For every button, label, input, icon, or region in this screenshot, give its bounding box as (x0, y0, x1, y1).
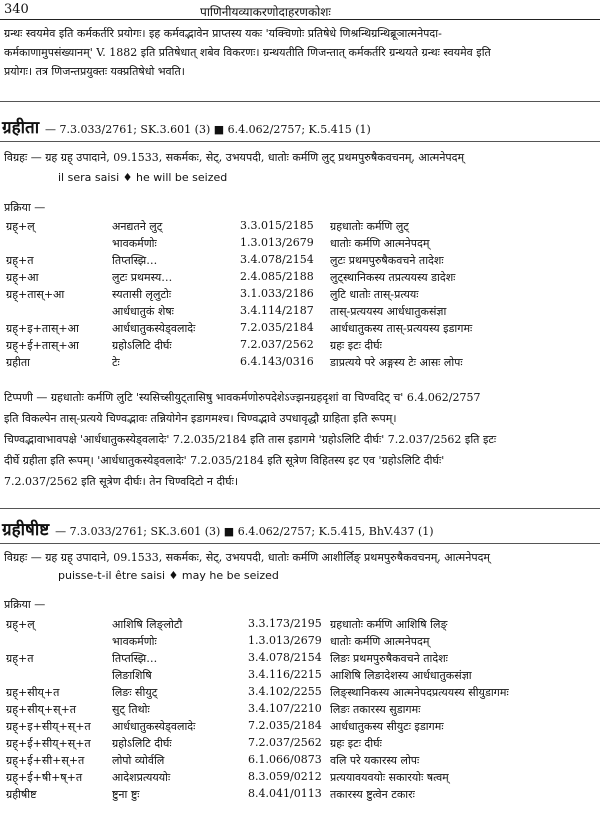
derivation-form: ग्रह्+ल् (6, 220, 35, 233)
sutra-ref: 3.3.015/2185 (240, 219, 314, 232)
running-title: पाणिनीयव्याकरणोदाहरणकोशः (200, 5, 331, 19)
headword-text: ग्रहीता (2, 118, 40, 138)
vigraha-line: विग्रहः — ग्रह ग्रह् उपादाने, 09.1533, सकर्मकः, सेट्, उभयपदी, धातोः कर्मणि आशीर्लिङ् प्रथमपुरुषैकवचनम्, आत्मनेपदम् (4, 551, 490, 564)
derivation-form: ग्रह्+सीय्+त (6, 686, 60, 699)
derivation-form: ग्रह्+इ+सीय्+स्+त (6, 720, 91, 733)
derivation-form: ग्रह्+सीय्+स्+त (6, 703, 77, 716)
derivation-note: तकारस्य ष्टुत्वेन टकारः (330, 788, 415, 801)
sutra-text: अनद्यतने लुट् (112, 220, 163, 233)
sutra-text: तिप्तस्झि… (112, 254, 158, 267)
derivation-note: वलि परे यकारस्य लोपः (330, 754, 420, 767)
prakriya-row (0, 668, 600, 685)
intro-line: ग्रन्थः स्वयमेव इति कर्मकर्तरि प्रयोगः। इह कर्मवद्भावेन प्राप्तस्य यकः 'यक्चिणोः प्रतिषेधे णिश्रन्थिग्रन्थिब्रूञात्मनेपदा- (4, 27, 442, 40)
prakriya-row (0, 321, 600, 338)
derivation-note: तास्-प्रत्ययस्य आर्धधातुकसंज्ञा (330, 305, 447, 318)
sutra-ref: 3.4.107/2210 (248, 702, 322, 715)
sutra-ref: 8.4.041/0113 (248, 787, 322, 800)
tippani-line: टिप्पणी — ग्रहधातोः कर्मणि लुटि 'स्यसिच्सीयुट्तासिषु भावकर्मणोरुपदेशेऽज्झनग्रहदृशां वा चिण्वदिट् च' 6.4.062/2757 (4, 391, 481, 404)
section-divider (0, 508, 600, 509)
sutra-text: लुटः प्रथमस्य… (112, 271, 173, 284)
sutra-ref: 8.3.059/0212 (248, 770, 322, 783)
derivation-note: धातोः कर्मणि आत्मनेपदम् (330, 635, 430, 648)
sutra-ref: 6.1.066/0873 (248, 753, 322, 766)
entry-headword (2, 517, 434, 540)
sutra-text: आशिषि लिङ्लोटौ (112, 618, 183, 631)
prakriya-label: प्रक्रिया — (4, 598, 46, 611)
intro-line: प्रयोगः। तत्र णिजन्तप्रयुक्तः यक्प्रतिषेधो भवति। (4, 65, 185, 78)
entry-divider (0, 141, 600, 142)
sutra-ref: 6.4.143/0316 (240, 355, 314, 368)
prakriya-row (0, 253, 600, 270)
prakriya-table (0, 219, 600, 372)
sutra-ref: 3.4.114/2187 (240, 304, 314, 317)
tippani-line: चिण्वद्भावाभावपक्षे 'आर्धधातुकस्येड्वलादेः' 7.2.035/2184 इति तास इडागमे 'ग्रहोऽलिटि दीर्घः' 7.2.037/2562 इति इटः (4, 433, 497, 446)
sutra-text: आर्धधातुकस्येड्वलादेः (112, 720, 196, 733)
sutra-text: टेः (112, 356, 120, 369)
derivation-note: ग्रहधातोः कर्मणि लुट् (330, 220, 409, 233)
prakriya-row (0, 304, 600, 321)
derivation-note: ग्रहधातोः कर्मणि आशिषि लिङ् (330, 618, 448, 631)
derivation-form: ग्रहीषीष्ट (6, 788, 37, 801)
sutra-text: लोपो व्योर्वलि (112, 754, 165, 767)
derivation-note: ग्रहः इटः दीर्घः (330, 737, 382, 750)
headword-refs: — 7.3.033/2761; SK.3.601 (3) ■ 6.4.062/2757; K.5.415 (1) (45, 123, 371, 136)
section-divider (0, 101, 600, 102)
derivation-form: ग्रह्+ई+सीय्+स्+त (6, 737, 91, 750)
sutra-ref: 3.1.033/2186 (240, 287, 314, 300)
derivation-note: प्रत्ययावयवयोः सकारयोः षत्वम् (330, 771, 449, 784)
prakriya-row (0, 719, 600, 736)
entry-divider (0, 543, 600, 544)
derivation-form: ग्रह्+त (6, 652, 34, 665)
derivation-note: धातोः कर्मणि आत्मनेपदम् (330, 237, 430, 250)
sutra-text: भावकर्मणोः (112, 635, 157, 648)
prakriya-row (0, 770, 600, 787)
derivation-form: ग्रह्+ई+षी+ष्+त (6, 771, 83, 784)
derivation-form: ग्रह्+ल् (6, 618, 35, 631)
sutra-text: तिप्तस्झि… (112, 652, 158, 665)
sutra-ref: 3.4.116/2215 (248, 668, 322, 681)
derivation-form: ग्रह्+त (6, 254, 34, 267)
sutra-text: स्यतासी लृलुटोः (112, 288, 172, 301)
prakriya-row (0, 617, 600, 634)
intro-line: कर्मकाणामुपसंख्यानम्' V. 1882 इति प्रतिषेधात् शबेव विकरणः। ग्रन्थयतीति णिजन्तात् कर्मकर्तरि ग्रन्थयते ग्रन्थः स्वयमेव इति (4, 46, 491, 59)
vigraha-line: विग्रहः — ग्रह ग्रह् उपादाने, 09.1533, सकर्मकः, सेट्, उभयपदी, धातोः कर्मणि लुट् प्रथमपुरुषैकवचनम्, आत्मनेपदम् (4, 151, 465, 164)
sutra-ref: 3.4.102/2255 (248, 685, 322, 698)
sutra-ref: 7.2.037/2562 (240, 338, 314, 351)
derivation-form: ग्रह्+इ+तास्+आ (6, 322, 79, 335)
sutra-text: सुट् तिथोः (112, 703, 150, 716)
prakriya-row (0, 236, 600, 253)
prakriya-row (0, 685, 600, 702)
prakriya-row (0, 634, 600, 651)
derivation-form: ग्रहीता (6, 356, 31, 369)
prakriya-row (0, 338, 600, 355)
derivation-note: लिङ्स्थानिकस्य आत्मनेपदप्रत्ययस्य सीयुडागमः (330, 686, 509, 699)
prakriya-row (0, 787, 600, 804)
sutra-text: भावकर्मणोः (112, 237, 157, 250)
sutra-ref: 7.2.037/2562 (248, 736, 322, 749)
prakriya-table (0, 617, 600, 804)
prakriya-label: प्रक्रिया — (4, 201, 46, 214)
derivation-note: आशिषि लिङादेशस्य आर्धधातुकसंज्ञा (330, 669, 472, 682)
sutra-text: ग्रहोऽलिटि दीर्घः (112, 339, 172, 352)
header-divider (0, 19, 600, 20)
sutra-ref: 7.2.035/2184 (240, 321, 314, 334)
derivation-note: लुटः प्रथमपुरुषैकवचने तादेशः (330, 254, 444, 267)
sutra-ref: 3.3.173/2195 (248, 617, 322, 630)
prakriya-row (0, 219, 600, 236)
tippani-line: 7.2.037/2562 इति सूत्रेण दीर्घः। तेन चिण्वदिटो न दीर्घः। (4, 475, 239, 488)
derivation-form: ग्रह्+आ (6, 271, 39, 284)
sutra-ref: 1.3.013/2679 (240, 236, 314, 249)
derivation-form: ग्रह्+तास्+आ (6, 288, 65, 301)
derivation-note: लुट्स्थानिकस्य तप्रत्ययस्य डादेशः (330, 271, 456, 284)
derivation-note: आर्धधातुकस्य सीयुटः इडागमः (330, 720, 444, 733)
derivation-note: डाप्रत्यये परे अङ्गस्य टेः आसः लोपः (330, 356, 463, 369)
sutra-text: आर्धधातुकस्येड्वलादेः (112, 322, 196, 335)
prakriya-row (0, 651, 600, 668)
tippani-line: इति विकल्पेन तास्-प्रत्यये चिण्वद्भावः तन्नियोगेन इडागमश्च। चिण्वद्भावे उपधावृद्धौ ग्राहिता इति रूपम्। (4, 412, 397, 425)
derivation-note: लुटि धातोः तास्-प्रत्ययः (330, 288, 419, 301)
sutra-text: लिङः सीयुट् (112, 686, 158, 699)
derivation-note: ग्रहः इटः दीर्घः (330, 339, 382, 352)
derivation-note: लिङः प्रथमपुरुषैकवचने तादेशः (330, 652, 448, 665)
prakriya-row (0, 753, 600, 770)
sutra-ref: 3.4.078/2154 (248, 651, 322, 664)
prakriya-row (0, 355, 600, 372)
sutra-text: लिङाशिषि (112, 669, 152, 682)
sutra-ref: 3.4.078/2154 (240, 253, 314, 266)
tippani-line: दीर्घे ग्रहीता इति रूपम्। 'आर्धधातुकस्येड्वलादेः' 7.2.035/2184 इति सूत्रेण विहितस्य इट एव 'ग्रहोऽलिटि दीर्घः' (4, 454, 445, 467)
headword-refs: — 7.3.033/2761; SK.3.601 (3) ■ 6.4.062/2757; K.5.415, BhV.437 (1) (55, 525, 434, 538)
derivation-note: लिङः तकारस्य सुडागमः (330, 703, 421, 716)
page-number: 340 (4, 2, 29, 17)
sutra-text: आर्धधातुकं शेषः (112, 305, 174, 318)
prakriya-row (0, 287, 600, 304)
sutra-ref: 7.2.035/2184 (248, 719, 322, 732)
translation-line: puisse-t-il être saisi ♦ may he be seized (58, 569, 279, 582)
prakriya-row (0, 270, 600, 287)
derivation-form: ग्रह्+ई+तास्+आ (6, 339, 79, 352)
sutra-text: आदेशप्रत्यययोः (112, 771, 171, 784)
entry-headword (2, 115, 371, 138)
prakriya-row (0, 702, 600, 719)
sutra-text: ष्टुना ष्टुः (112, 788, 140, 801)
sutra-text: ग्रहोऽलिटि दीर्घः (112, 737, 172, 750)
sutra-ref: 2.4.085/2188 (240, 270, 314, 283)
derivation-note: आर्धधातुकस्य तास्-प्रत्ययस्य इडागमः (330, 322, 473, 335)
derivation-form: ग्रह्+ई+सी+स्+त (6, 754, 85, 767)
translation-line: il sera saisi ♦ he will be seized (58, 171, 228, 184)
sutra-ref: 1.3.013/2679 (248, 634, 322, 647)
headword-text: ग्रहीषीष्ट (2, 520, 50, 540)
prakriya-row (0, 736, 600, 753)
